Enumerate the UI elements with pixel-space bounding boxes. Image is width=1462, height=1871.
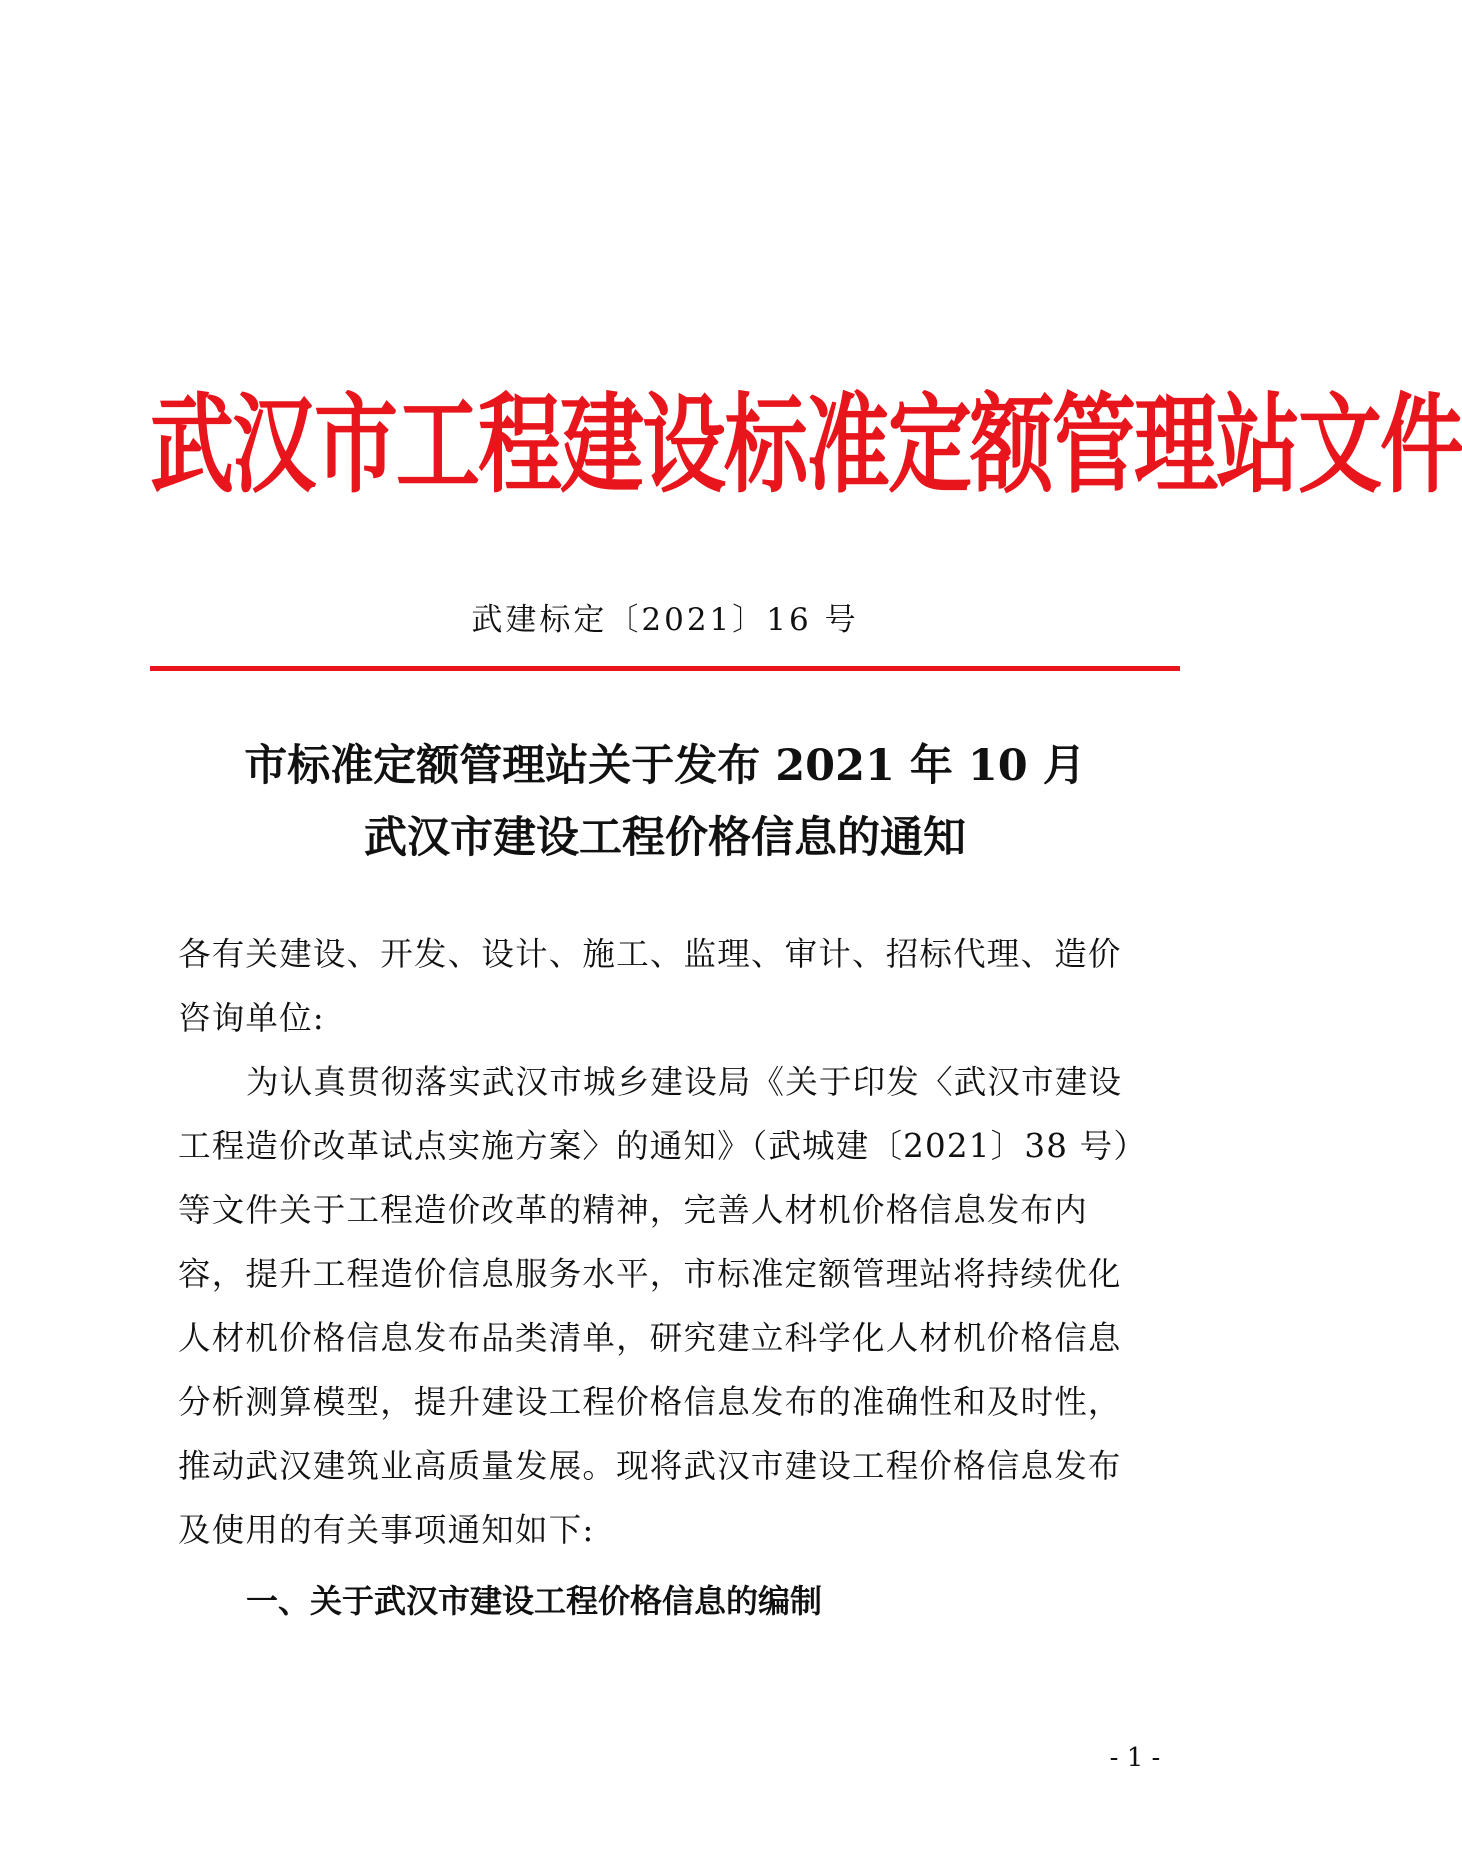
paragraph-line: 等文件关于工程造价改革的精神，完善人材机价格信息发布内 xyxy=(178,1191,1088,1229)
red-divider-line xyxy=(150,666,1180,671)
notice-title-line-2: 武汉市建设工程价格信息的通知 xyxy=(364,813,966,863)
paragraph-line: 及使用的有关事项通知如下: xyxy=(178,1511,595,1549)
addressee-line-1: 各有关建设、开发、设计、施工、监理、审计、招标代理、造价 xyxy=(178,935,1122,973)
paragraph-line: 分析测算模型，提升建设工程价格信息发布的准确性和及时性， xyxy=(178,1383,1122,1421)
notice-title-line-1: 市标准定额管理站关于发布 2021 年 10 月 xyxy=(244,741,1086,791)
paragraph-line: 容，提升工程造价信息服务水平，市标准定额管理站将持续优化 xyxy=(178,1255,1122,1293)
section-heading: 一、关于武汉市建设工程价格信息的编制 xyxy=(246,1582,823,1620)
paragraph-line: 工程造价改革试点实施方案〉的通知》（武城建〔2021〕38 号） xyxy=(178,1127,1148,1165)
addressee-line-2: 咨询单位: xyxy=(178,999,325,1037)
paragraph-line: 为认真贯彻落实武汉市城乡建设局《关于印发〈武汉市建设 xyxy=(246,1063,1123,1101)
page-number: - 1 - xyxy=(1109,1743,1161,1773)
notice-title xyxy=(150,730,1180,874)
paragraph-line: 推动武汉建筑业高质量发展。现将武汉市建设工程价格信息发布 xyxy=(178,1447,1122,1485)
body-text xyxy=(178,922,1168,1562)
issuer-title: 武汉市工程建设标准定额管理站文件 xyxy=(150,381,1462,508)
document-number: 武建标定〔2021〕16 号 xyxy=(471,602,859,638)
paragraph-line: 人材机价格信息发布品类清单，研究建立科学化人材机价格信息 xyxy=(178,1319,1122,1357)
